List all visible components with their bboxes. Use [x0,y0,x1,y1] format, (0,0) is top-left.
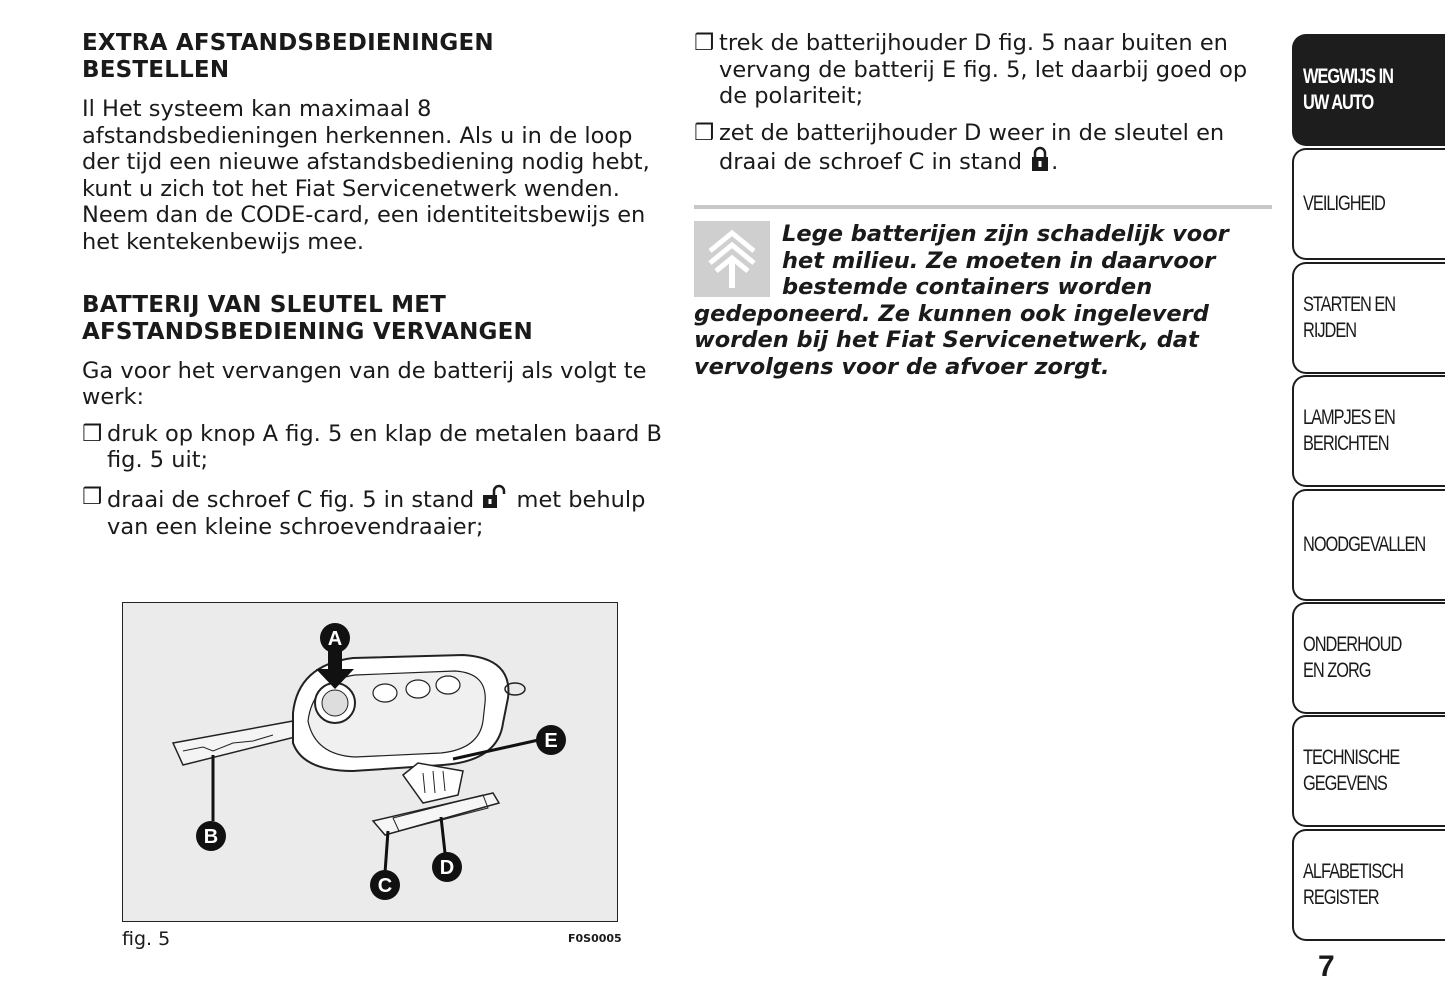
section-replace-battery [82,292,662,541]
tab-alfabetisch[interactable]: ALFABETISCH REGISTER [1292,829,1445,941]
tab-onderhoud[interactable]: ONDERHOUD EN ZORG [1292,602,1445,714]
lock-icon [1029,146,1051,172]
section-order-remotes [82,30,662,256]
section-body: Il Het systeem kan maximaal 8 afstandsbedieningen herkennen. Als u in de loop der tijd een nieuwe afstandsbediening nodig hebt, kunt u zich tot het Fiat Servicenetwerk wenden. Neem dan de CODE-card, een identiteitsbewijs en het kentekenbewijs mee. [82,96,650,255]
tab-starten[interactable]: STARTEN EN RIJDEN [1292,262,1445,374]
list-item: ❒ druk op knop A fig. 5 en klap de metalen baard B fig. 5 uit; [82,420,662,474]
tab-technische[interactable]: TECHNISCHE GEGEVENS [1292,715,1445,827]
figure-caption: fig. 5 [122,928,171,950]
tab-wegwijs[interactable]: WEGWIJS IN UW AUTO [1292,34,1445,146]
checkbox-bullet: ❒ [694,119,715,146]
figure-code: F0S0005 [568,932,622,945]
list-item: ❒ zet de batterijhouder D weer in de sleutel en draai de schroef C in stand . [694,119,1225,176]
tab-lampjes[interactable]: LAMPJES EN BERICHTEN [1292,375,1445,487]
label-a: A [327,628,343,650]
note-text: Lege batterijen zijn schadelijk voor het milieu. Ze moeten in daarvoor bestemde containers worden gedeponeerd. Ze kunnen ook ingeleverd worden bij het Fiat Servicenetwerk, dat vervolgens voor de afvoer zorgt. [694,221,1229,380]
tab-noodgevallen[interactable]: NOODGEVALLEN [1292,489,1445,601]
page-number: 7 [1318,950,1335,983]
left-column [82,30,662,540]
tab-veiligheid[interactable]: VEILIGHEID [1292,148,1445,260]
label-b: B [203,826,219,848]
label-d: D [439,857,455,879]
environment-note [694,205,1272,381]
list-item: ❒ trek de batterijhouder D fig. 5 naar buiten en vervang de batterij E fig. 5, let daarbij goed op de polariteit; [694,30,1248,110]
key-figure [122,602,618,922]
list-item: ❒ draai de schroef C fig. 5 in stand met behulp van een kleine schroevendraaier; [82,483,646,540]
key-illustration [123,603,617,921]
recycle-arrow-icon [694,221,770,297]
section-title: BATTERIJ VAN SLEUTEL MET AFSTANDSBEDIENING VERVANGEN [82,291,533,345]
checkbox-bullet: ❒ [82,483,103,510]
middle-column [694,30,1272,176]
label-c: C [377,875,393,897]
label-e: E [544,730,558,752]
checkbox-bullet: ❒ [694,30,715,56]
unlock-icon [481,484,509,510]
checkbox-bullet: ❒ [82,420,103,447]
section-title: EXTRA AFSTANDSBEDIENINGEN BESTELLEN [82,30,494,83]
section-intro: Ga voor het vervangen van de batterij als volgt te werk: [82,357,647,411]
